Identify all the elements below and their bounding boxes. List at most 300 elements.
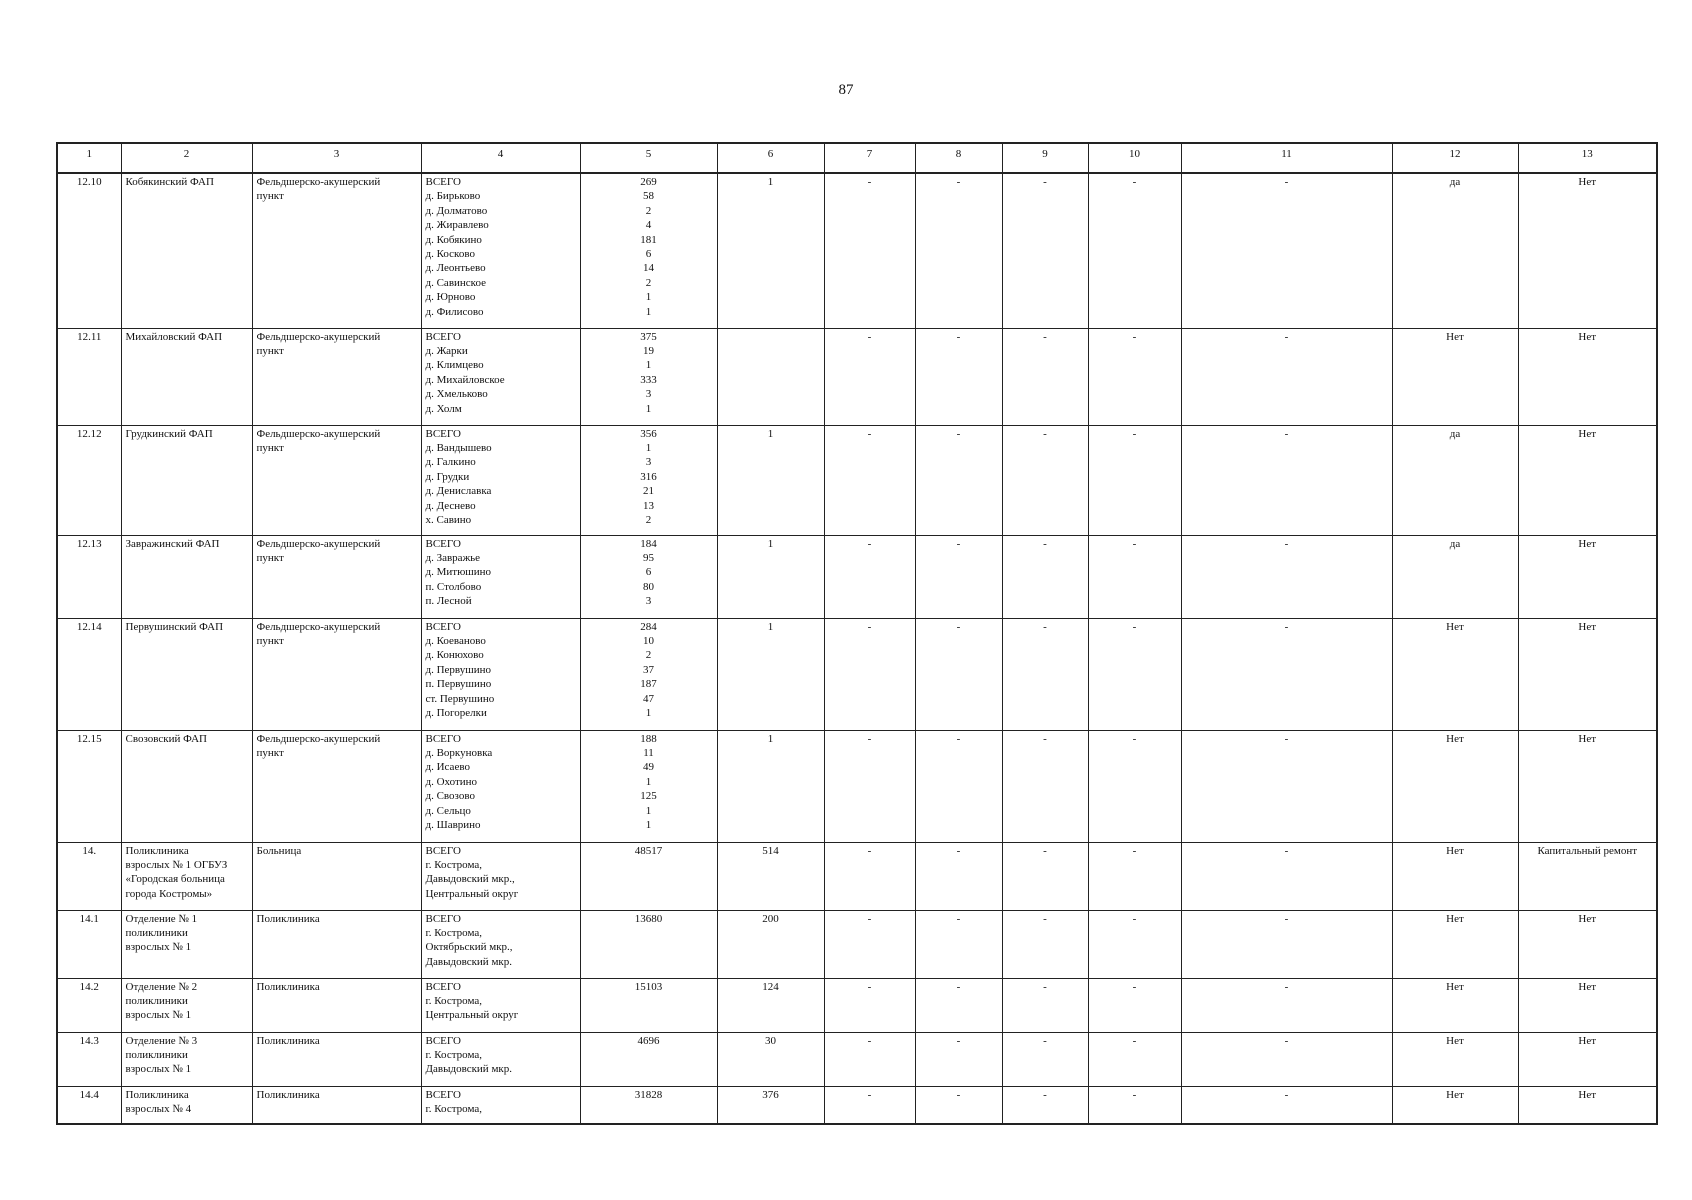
column-13-cell: Нет: [1518, 1032, 1657, 1086]
cell-line: 184: [640, 537, 657, 550]
population-cell: [580, 730, 717, 842]
cell-line: 19: [643, 344, 654, 357]
column-11-cell: -: [1181, 730, 1392, 842]
column-6-cell: [717, 328, 824, 425]
cell-line: Грудкинский ФАП: [125, 427, 213, 440]
column-13-cell: Нет: [1518, 1086, 1657, 1124]
cell-line: д. Кобякино: [425, 233, 482, 246]
cell-line: ВСЕГО: [425, 732, 461, 745]
column-7-cell: -: [824, 978, 915, 1032]
settlements-cell: [421, 173, 580, 328]
table-row: [57, 842, 1657, 910]
column-6-cell: 376: [717, 1086, 824, 1124]
cell-line: 95: [643, 551, 654, 564]
column-13-cell: Нет: [1518, 618, 1657, 730]
cell-line: пункт: [256, 190, 284, 203]
column-header-7: 7: [824, 143, 915, 173]
column-9-cell: -: [1002, 1032, 1088, 1086]
cell-line: Завражинский ФАП: [125, 537, 220, 550]
cell-line: 375: [640, 330, 657, 343]
column-10-cell: -: [1088, 1032, 1181, 1086]
column-10-cell: -: [1088, 535, 1181, 618]
population-cell: [580, 425, 717, 535]
column-header-6: 6: [717, 143, 824, 173]
column-11-cell: -: [1181, 618, 1392, 730]
column-8-cell: -: [915, 1086, 1002, 1124]
column-6-cell: 1: [717, 535, 824, 618]
cell-line: ВСЕГО: [425, 427, 461, 440]
column-7-cell: -: [824, 328, 915, 425]
column-8-cell: -: [915, 535, 1002, 618]
facility-name-cell: [121, 173, 252, 328]
cell-line: Фельдшерско-акушерский: [256, 330, 381, 343]
table-row: [57, 618, 1657, 730]
column-11-cell: -: [1181, 910, 1392, 978]
column-10-cell: -: [1088, 425, 1181, 535]
cell-line: Поликлиника: [256, 912, 320, 925]
cell-line: Фельдшерско-акушерский: [256, 537, 381, 550]
cell-line: Свозовский ФАП: [125, 732, 208, 745]
cell-line: взрослых № 1: [125, 1009, 192, 1022]
cell-line: 80: [643, 580, 654, 593]
facility-type-cell: [252, 425, 421, 535]
cell-line: 316: [640, 470, 657, 483]
cell-line: 13: [643, 499, 654, 512]
table-row: [57, 425, 1657, 535]
facility-type-cell: [252, 978, 421, 1032]
cell-line: Михайловский ФАП: [125, 330, 223, 343]
cell-line: д. Шаврино: [425, 818, 481, 831]
cell-line: 13680: [634, 912, 663, 925]
cell-line: 1: [645, 706, 652, 719]
column-7-cell: -: [824, 730, 915, 842]
cell-line: д. Первушино: [425, 663, 491, 676]
cell-line: 1: [645, 441, 652, 454]
column-12-cell: да: [1392, 425, 1518, 535]
column-header-13: 13: [1518, 143, 1657, 173]
settlements-cell: [421, 618, 580, 730]
cell-line: д. Леонтьево: [425, 262, 486, 275]
cell-line: 187: [640, 678, 657, 691]
column-11-cell: -: [1181, 425, 1392, 535]
column-9-cell: -: [1002, 730, 1088, 842]
column-8-cell: -: [915, 1032, 1002, 1086]
table-row: [57, 328, 1657, 425]
table-row: [57, 910, 1657, 978]
table-row: [57, 1032, 1657, 1086]
cell-line: 356: [640, 427, 657, 440]
column-6-cell: 30: [717, 1032, 824, 1086]
cell-line: г. Кострома,: [425, 858, 482, 871]
cell-line: д. Михайловское: [425, 373, 505, 386]
column-9-cell: -: [1002, 425, 1088, 535]
column-8-cell: -: [915, 910, 1002, 978]
facility-name-cell: [121, 1032, 252, 1086]
facility-name-cell: [121, 535, 252, 618]
cell-line: 188: [640, 732, 657, 745]
column-9-cell: -: [1002, 1086, 1088, 1124]
cell-line: ВСЕГО: [425, 980, 461, 993]
column-13-cell: Нет: [1518, 730, 1657, 842]
cell-line: Кобякинский ФАП: [125, 176, 214, 188]
column-13-cell: Нет: [1518, 425, 1657, 535]
column-7-cell: -: [824, 173, 915, 328]
row-number-cell: 12.15: [57, 730, 121, 842]
column-header-12: 12: [1392, 143, 1518, 173]
column-12-cell: да: [1392, 535, 1518, 618]
column-9-cell: -: [1002, 842, 1088, 910]
column-header-8: 8: [915, 143, 1002, 173]
cell-line: д. Филисово: [425, 305, 484, 318]
column-header-5: 5: [580, 143, 717, 173]
column-8-cell: -: [915, 842, 1002, 910]
cell-line: 1: [645, 818, 652, 831]
column-12-cell: Нет: [1392, 618, 1518, 730]
cell-line: д. Юрново: [425, 291, 476, 304]
column-9-cell: -: [1002, 978, 1088, 1032]
column-13-cell: Нет: [1518, 173, 1657, 328]
cell-line: 1: [645, 804, 652, 817]
page-number: 87: [838, 82, 854, 98]
facility-name-cell: [121, 328, 252, 425]
cell-line: Фельдшерско-акушерский: [256, 620, 381, 633]
cell-line: 37: [643, 663, 654, 676]
cell-line: г. Кострома,: [425, 926, 482, 939]
facility-type-cell: [252, 1086, 421, 1124]
cell-line: 58: [643, 190, 654, 203]
settlements-cell: [421, 978, 580, 1032]
column-7-cell: -: [824, 1032, 915, 1086]
facility-name-cell: [121, 842, 252, 910]
column-13-cell: Нет: [1518, 535, 1657, 618]
row-number-cell: 14.3: [57, 1032, 121, 1086]
column-8-cell: -: [915, 425, 1002, 535]
cell-line: д. Климцево: [425, 359, 484, 372]
row-number-cell: 14.1: [57, 910, 121, 978]
cell-line: ВСЕГО: [425, 844, 461, 857]
cell-line: 269: [640, 176, 657, 188]
column-7-cell: -: [824, 1086, 915, 1124]
cell-line: п. Первушино: [425, 678, 492, 691]
cell-line: 4696: [637, 1034, 660, 1047]
settlements-cell: [421, 1086, 580, 1124]
cell-line: 3: [645, 456, 652, 469]
cell-line: 2: [645, 513, 652, 526]
cell-line: д. Сельцо: [425, 804, 471, 817]
cell-line: 1: [645, 305, 652, 318]
column-8-cell: -: [915, 173, 1002, 328]
column-10-cell: -: [1088, 1086, 1181, 1124]
population-cell: [580, 842, 717, 910]
cell-line: д. Жиравлево: [425, 219, 489, 232]
cell-line: д. Долматово: [425, 204, 488, 217]
column-12-cell: Нет: [1392, 842, 1518, 910]
cell-line: Отделение № 2: [125, 980, 198, 993]
column-12-cell: Нет: [1392, 1086, 1518, 1124]
cell-line: поликлиники: [125, 926, 188, 939]
cell-line: д. Дениславка: [425, 485, 492, 498]
cell-line: д. Бирьково: [425, 190, 481, 203]
cell-line: д. Завражье: [425, 551, 481, 564]
cell-line: ВСЕГО: [425, 176, 461, 188]
facility-type-cell: [252, 1032, 421, 1086]
column-8-cell: -: [915, 618, 1002, 730]
cell-line: д. Погорелки: [425, 706, 487, 719]
cell-line: 6: [645, 248, 652, 261]
facility-name-cell: [121, 618, 252, 730]
cell-line: д. Вандышево: [425, 441, 492, 454]
column-6-cell: 124: [717, 978, 824, 1032]
settlements-cell: [421, 425, 580, 535]
cell-line: ВСЕГО: [425, 330, 461, 343]
cell-line: пункт: [256, 746, 284, 759]
population-cell: [580, 1086, 717, 1124]
cell-line: «Городская больница: [125, 873, 225, 886]
cell-line: д. Косково: [425, 248, 475, 261]
cell-line: 11: [643, 746, 654, 759]
column-12-cell: Нет: [1392, 730, 1518, 842]
row-number-cell: 14.2: [57, 978, 121, 1032]
settlements-cell: [421, 1032, 580, 1086]
cell-line: ВСЕГО: [425, 912, 461, 925]
settlements-cell: [421, 730, 580, 842]
cell-line: 21: [643, 485, 654, 498]
population-cell: [580, 328, 717, 425]
cell-line: Давыдовский мкр.,: [425, 873, 515, 886]
column-12-cell: Нет: [1392, 328, 1518, 425]
cell-line: 31828: [634, 1088, 663, 1101]
cell-line: 4: [645, 219, 652, 232]
cell-line: 49: [643, 761, 654, 774]
cell-line: взрослых № 1 ОГБУЗ: [125, 858, 228, 871]
column-header-4: 4: [421, 143, 580, 173]
column-10-cell: -: [1088, 730, 1181, 842]
cell-line: д. Жарки: [425, 344, 468, 357]
column-9-cell: -: [1002, 910, 1088, 978]
cell-line: д. Конюхово: [425, 649, 484, 662]
settlements-cell: [421, 535, 580, 618]
cell-line: Центральный округ: [425, 887, 519, 900]
cell-line: Поликлиника: [256, 1034, 320, 1047]
table-row: [57, 173, 1657, 328]
column-10-cell: -: [1088, 978, 1181, 1032]
facilities-table: [56, 142, 1658, 1125]
column-6-cell: 514: [717, 842, 824, 910]
population-cell: [580, 173, 717, 328]
column-10-cell: -: [1088, 842, 1181, 910]
column-6-cell: 1: [717, 425, 824, 535]
cell-line: Давыдовский мкр.: [425, 1063, 513, 1076]
cell-line: 48517: [634, 844, 663, 857]
column-10-cell: -: [1088, 618, 1181, 730]
cell-line: д. Воркуновка: [425, 746, 493, 759]
column-header-9: 9: [1002, 143, 1088, 173]
column-7-cell: -: [824, 425, 915, 535]
column-8-cell: -: [915, 978, 1002, 1032]
column-13-cell: Капитальный ремонт: [1518, 842, 1657, 910]
settlements-cell: [421, 910, 580, 978]
column-11-cell: -: [1181, 1086, 1392, 1124]
facility-name-cell: [121, 910, 252, 978]
cell-line: д. Галкино: [425, 456, 476, 469]
cell-line: Фельдшерско-акушерский: [256, 176, 381, 188]
column-10-cell: -: [1088, 328, 1181, 425]
column-7-cell: -: [824, 618, 915, 730]
table-body: [57, 173, 1657, 1124]
table-row: [57, 978, 1657, 1032]
column-header-11: 11: [1181, 143, 1392, 173]
column-6-cell: 1: [717, 173, 824, 328]
column-13-cell: Нет: [1518, 978, 1657, 1032]
cell-line: 15103: [634, 980, 663, 993]
cell-line: Центральный округ: [425, 1009, 519, 1022]
settlements-cell: [421, 328, 580, 425]
column-8-cell: -: [915, 730, 1002, 842]
column-9-cell: -: [1002, 328, 1088, 425]
cell-line: ВСЕГО: [425, 620, 461, 633]
cell-line: Фельдшерско-акушерский: [256, 732, 381, 745]
column-11-cell: -: [1181, 328, 1392, 425]
facility-type-cell: [252, 618, 421, 730]
cell-line: Поликлиника: [256, 1088, 320, 1101]
population-cell: [580, 978, 717, 1032]
cell-line: 2: [645, 276, 652, 289]
cell-line: г. Кострома,: [425, 1048, 482, 1061]
column-6-cell: 200: [717, 910, 824, 978]
settlements-cell: [421, 842, 580, 910]
cell-line: 3: [645, 388, 652, 401]
header-row: [57, 143, 1657, 173]
column-10-cell: -: [1088, 910, 1181, 978]
facility-type-cell: [252, 842, 421, 910]
row-number-cell: 12.12: [57, 425, 121, 535]
column-6-cell: 1: [717, 730, 824, 842]
facility-name-cell: [121, 730, 252, 842]
cell-line: д. Деснево: [425, 499, 476, 512]
cell-line: 1: [645, 291, 652, 304]
cell-line: 181: [640, 233, 657, 246]
cell-line: х. Савино: [425, 513, 472, 526]
column-9-cell: -: [1002, 173, 1088, 328]
facility-type-cell: [252, 328, 421, 425]
table-row: [57, 535, 1657, 618]
column-header-3: 3: [252, 143, 421, 173]
facility-type-cell: [252, 910, 421, 978]
cell-line: 47: [643, 692, 654, 705]
cell-line: Больница: [256, 844, 302, 857]
table-row: [57, 730, 1657, 842]
population-cell: [580, 535, 717, 618]
row-number-cell: 14.4: [57, 1086, 121, 1124]
cell-line: п. Столбово: [425, 580, 482, 593]
cell-line: города Костромы»: [125, 887, 213, 900]
column-11-cell: -: [1181, 842, 1392, 910]
cell-line: 14: [643, 262, 654, 275]
cell-line: поликлиники: [125, 1048, 188, 1061]
column-11-cell: -: [1181, 173, 1392, 328]
facility-type-cell: [252, 173, 421, 328]
cell-line: г. Кострома,: [425, 994, 482, 1007]
cell-line: Первушинский ФАП: [125, 620, 224, 633]
cell-line: пункт: [256, 634, 284, 647]
cell-line: п. Лесной: [425, 595, 472, 608]
cell-line: д. Грудки: [425, 470, 470, 483]
cell-line: ВСЕГО: [425, 1088, 461, 1101]
cell-line: Октябрьский мкр.,: [425, 941, 513, 954]
row-number-cell: 12.10: [57, 173, 121, 328]
cell-line: 284: [640, 620, 657, 633]
cell-line: 2: [645, 204, 652, 217]
cell-line: 3: [645, 595, 652, 608]
cell-line: 6: [645, 566, 652, 579]
facility-name-cell: [121, 1086, 252, 1124]
column-12-cell: да: [1392, 173, 1518, 328]
facility-name-cell: [121, 425, 252, 535]
cell-line: взрослых № 1: [125, 941, 192, 954]
facility-type-cell: [252, 535, 421, 618]
column-header-1: 1: [57, 143, 121, 173]
column-6-cell: 1: [717, 618, 824, 730]
column-11-cell: -: [1181, 535, 1392, 618]
population-cell: [580, 910, 717, 978]
cell-line: ВСЕГО: [425, 537, 461, 550]
row-number-cell: 12.13: [57, 535, 121, 618]
cell-line: взрослых № 4: [125, 1102, 192, 1115]
column-header-2: 2: [121, 143, 252, 173]
cell-line: ВСЕГО: [425, 1034, 461, 1047]
column-12-cell: Нет: [1392, 978, 1518, 1032]
cell-line: Фельдшерско-акушерский: [256, 427, 381, 440]
cell-line: д. Свозово: [425, 790, 475, 803]
cell-line: д. Холм: [425, 402, 462, 415]
table-header: [57, 143, 1657, 173]
table-row: [57, 1086, 1657, 1124]
row-number-cell: 12.14: [57, 618, 121, 730]
cell-line: Отделение № 3: [125, 1034, 198, 1047]
row-number-cell: 14.: [57, 842, 121, 910]
column-11-cell: -: [1181, 1032, 1392, 1086]
cell-line: пункт: [256, 441, 284, 454]
cell-line: взрослых № 1: [125, 1063, 192, 1076]
cell-line: 1: [645, 402, 652, 415]
cell-line: 1: [645, 359, 652, 372]
cell-line: ст. Первушино: [425, 692, 495, 705]
column-header-10: 10: [1088, 143, 1181, 173]
cell-line: Давыдовский мкр.: [425, 955, 513, 968]
column-11-cell: -: [1181, 978, 1392, 1032]
column-8-cell: -: [915, 328, 1002, 425]
cell-line: д. Савинское: [425, 276, 486, 289]
cell-line: д. Исаево: [425, 761, 470, 774]
cell-line: д. Охотино: [425, 775, 478, 788]
row-number-cell: 12.11: [57, 328, 121, 425]
cell-line: Поликлиника: [125, 844, 189, 857]
cell-line: 333: [640, 373, 657, 386]
population-cell: [580, 618, 717, 730]
cell-line: Поликлиника: [256, 980, 320, 993]
cell-line: 10: [643, 634, 654, 647]
cell-line: д. Хмельково: [425, 388, 488, 401]
cell-line: д. Митюшино: [425, 566, 492, 579]
column-13-cell: Нет: [1518, 328, 1657, 425]
cell-line: Отделение № 1: [125, 912, 198, 925]
population-cell: [580, 1032, 717, 1086]
column-9-cell: -: [1002, 535, 1088, 618]
cell-line: пункт: [256, 344, 284, 357]
cell-line: поликлиники: [125, 994, 188, 1007]
facility-type-cell: [252, 730, 421, 842]
column-7-cell: -: [824, 535, 915, 618]
